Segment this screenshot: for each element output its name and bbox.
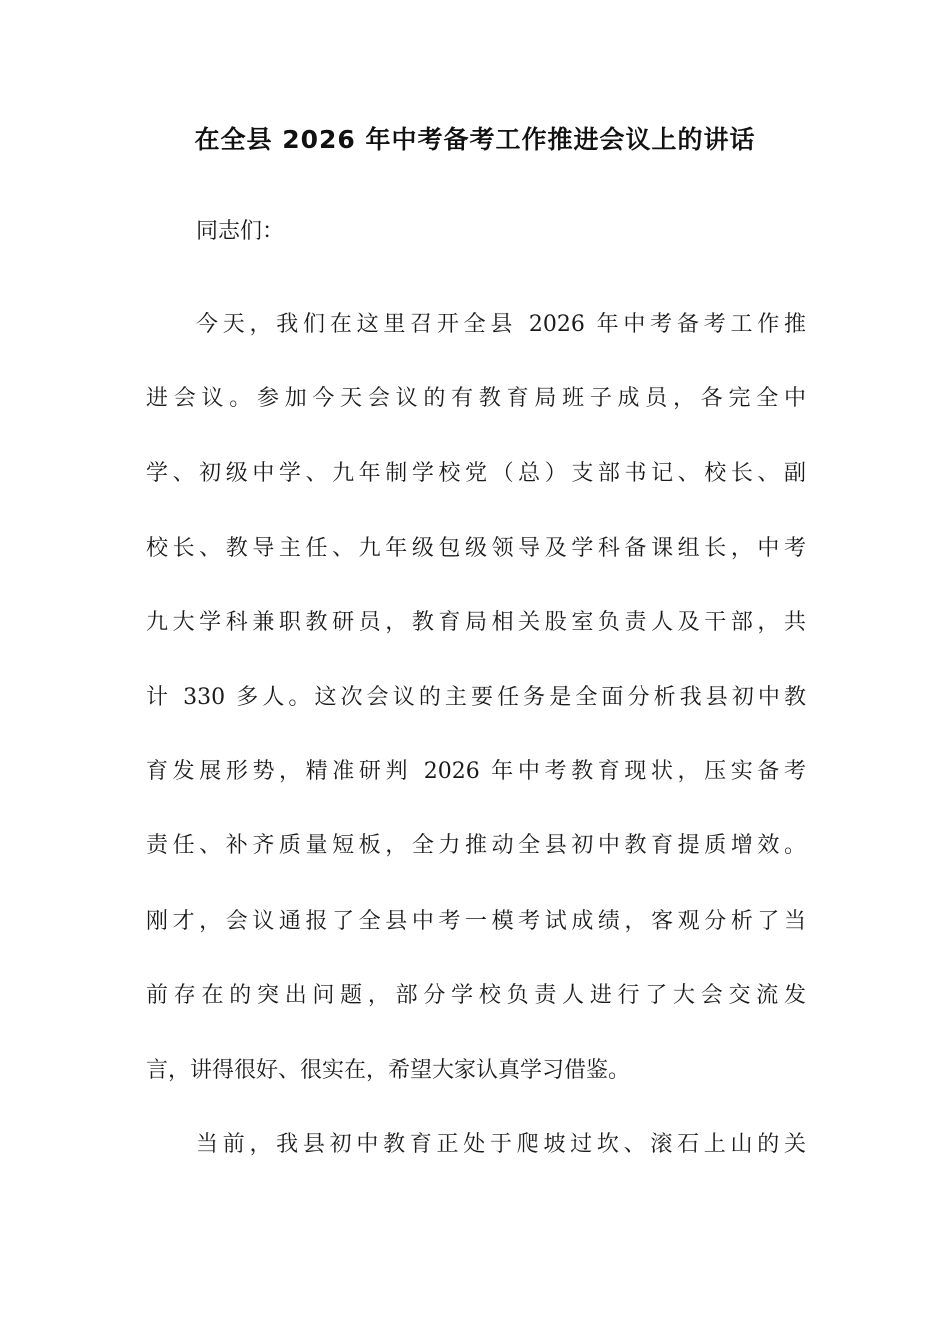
document-title: 在全县 2026 年中考备考工作推进会议上的讲话 <box>194 125 756 154</box>
paragraph-line: 校长、教导主任、九年级包级领导及学科备课组长，中考 <box>146 536 806 561</box>
paragraph-line: 前存在的突出问题，部分学校负责人进行了大会交流发 <box>146 983 806 1008</box>
paragraph-line: 进会议。参加今天会议的有教育局班子成员，各完全中 <box>146 386 806 411</box>
paragraph-line: 九大学科兼职教研员，教育局相关股室负责人及干部，共 <box>146 610 806 635</box>
paragraph-line: 学、初级中学、九年制学校党（总）支部书记、校长、副 <box>146 461 806 486</box>
paragraph-line: 刚才，会议通报了全县中考一模考试成绩，客观分析了当 <box>146 909 806 934</box>
paragraph-line: 当前，我县初中教育正处于爬坡过坎、滚石上山的关 <box>196 1132 806 1157</box>
paragraph-line: 责任、补齐质量短板，全力推动全县初中教育提质增效。 <box>146 833 806 858</box>
salutation-line: 同志们： <box>196 219 285 244</box>
paragraph-line: 育发展形势，精准研判 2026 年中考教育现状，压实备考 <box>146 759 806 784</box>
paragraph-line: 言，讲得很好、很实在，希望大家认真学习借鉴。 <box>146 1058 631 1083</box>
paragraph-line: 计 330 多人。这次会议的主要任务是全面分析我县初中教 <box>146 685 806 710</box>
paragraph-line: 今天，我们在这里召开全县 2026 年中考备考工作推 <box>196 312 806 337</box>
